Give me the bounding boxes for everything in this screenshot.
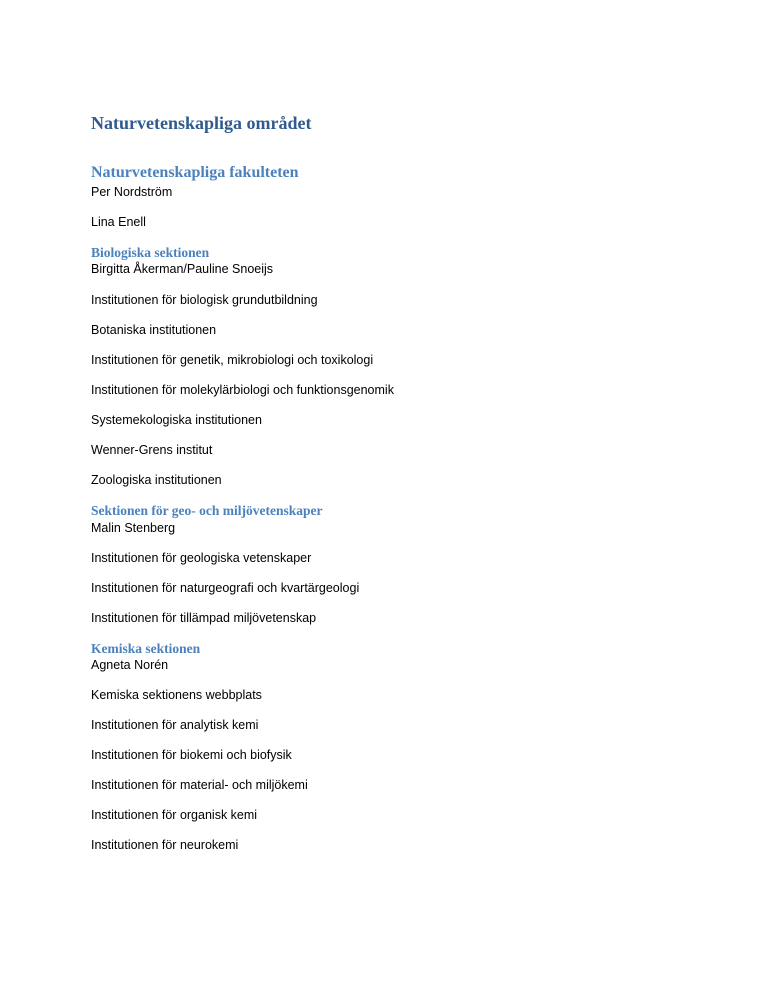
institution-link[interactable]: Institutionen för organisk kemi (91, 808, 258, 822)
institution-link[interactable]: Institutionen för analytisk kemi (91, 718, 259, 732)
institution-link[interactable]: Kemiska sektionens webbplats (91, 688, 262, 702)
institution-link[interactable]: Institutionen för material- och miljökemi (91, 778, 308, 792)
document-title: Naturvetenskapliga området (91, 113, 312, 133)
section-contact: Malin Stenberg (91, 521, 176, 535)
institution-link[interactable]: Wenner-Grens institut (91, 443, 213, 457)
institution-link[interactable]: Institutionen för biologisk grundutbildning (91, 293, 318, 307)
institution-link[interactable]: Institutionen för neurokemi (91, 838, 239, 852)
institution-link[interactable]: Institutionen för naturgeografi och kvartärgeologi (91, 581, 360, 595)
section-heading: Sektionen för geo- och miljövetenskaper (91, 503, 323, 518)
institution-link[interactable]: Systemekologiska institutionen (91, 413, 262, 427)
section-contact: Agneta Norén (91, 658, 169, 672)
institution-link[interactable]: Institutionen för geologiska vetenskaper (91, 551, 312, 565)
institution-link[interactable]: Institutionen för biokemi och biofysik (91, 748, 292, 762)
institution-link[interactable]: Zoologiska institutionen (91, 473, 222, 487)
institution-link[interactable]: Institutionen för genetik, mikrobiologi och toxikologi (91, 353, 374, 367)
institution-link[interactable]: Institutionen för molekylärbiologi och funktionsgenomik (91, 383, 394, 397)
section-contact: Birgitta Åkerman/Pauline Snoeijs (91, 262, 274, 276)
faculty-contact: Per Nordström (91, 185, 173, 199)
institution-link[interactable]: Institutionen för tillämpad miljövetenskap (91, 611, 317, 625)
section-heading: Kemiska sektionen (91, 641, 201, 656)
faculty-contact: Lina Enell (91, 215, 146, 229)
faculty-heading: Naturvetenskapliga fakulteten (91, 164, 299, 181)
institution-link[interactable]: Botaniska institutionen (91, 323, 217, 337)
section-heading: Biologiska sektionen (91, 245, 210, 260)
